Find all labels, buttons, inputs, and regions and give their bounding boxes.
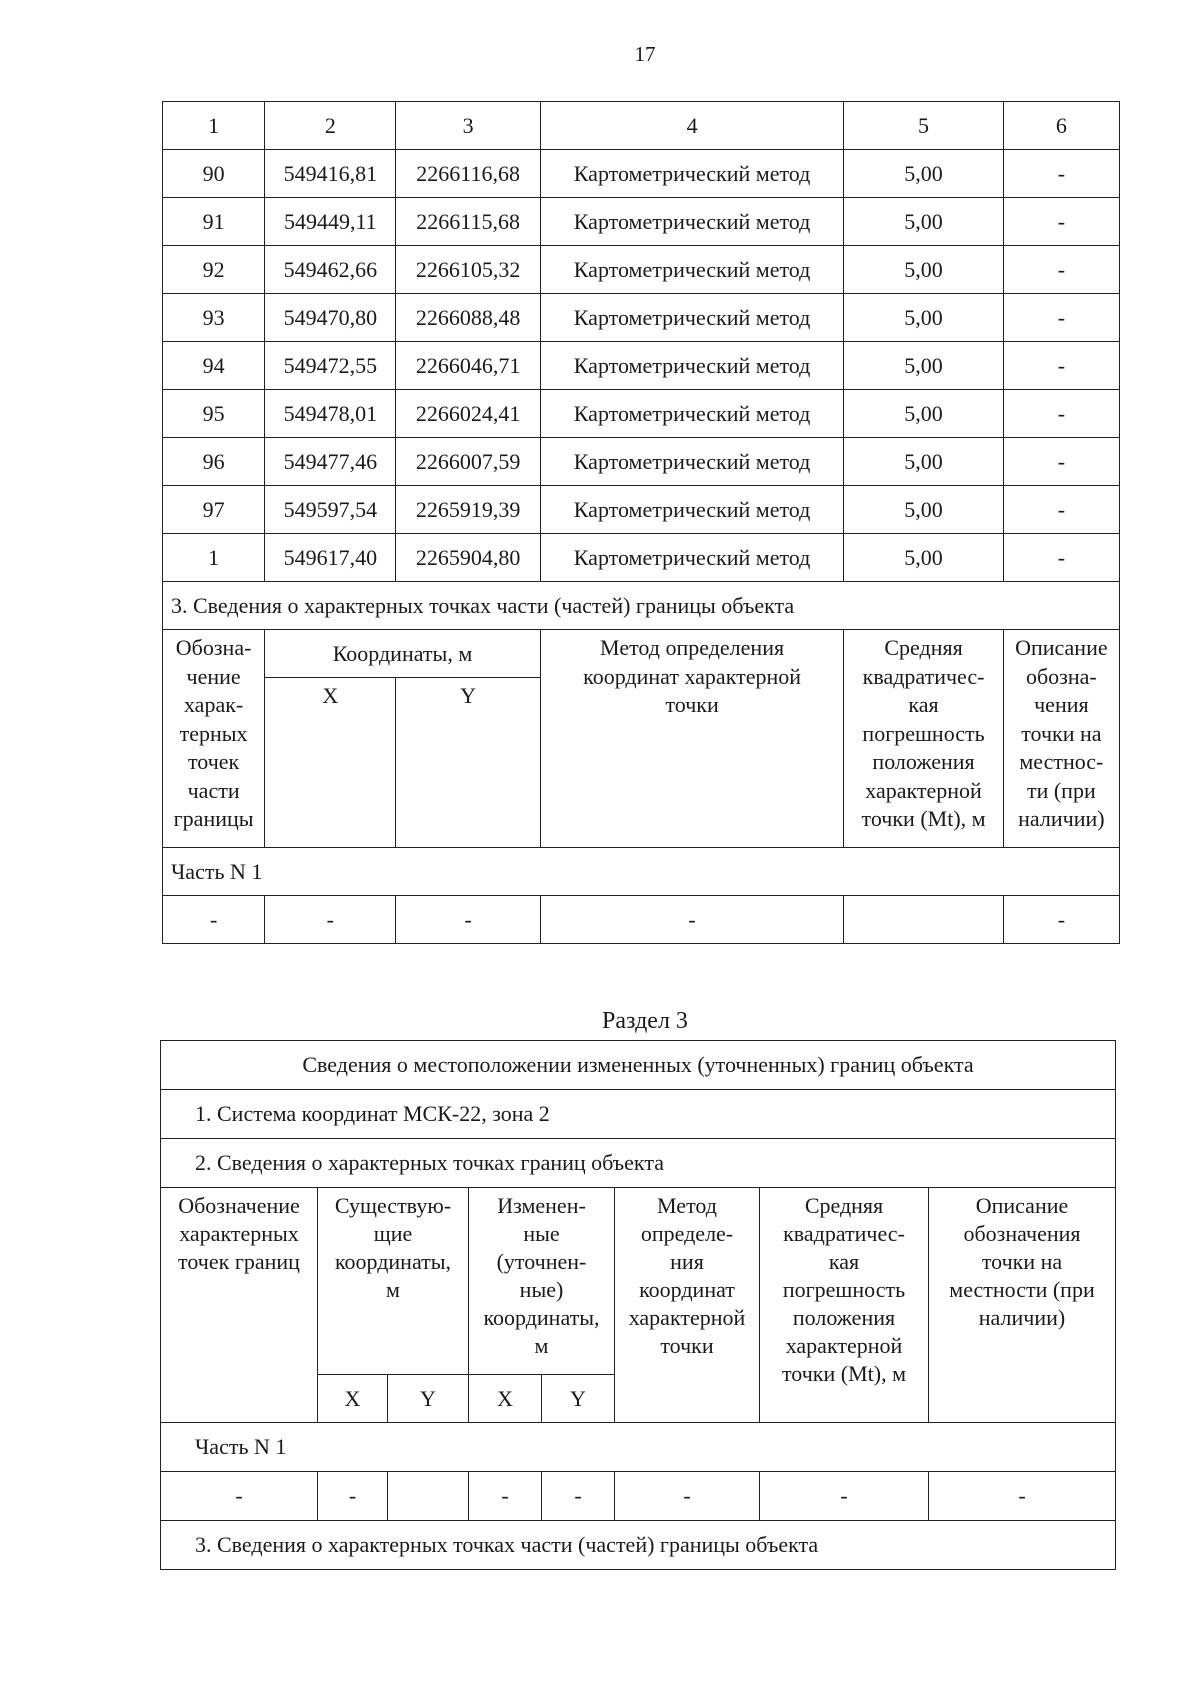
empty-cell: - bbox=[540, 896, 844, 944]
cell-accuracy: 5,00 bbox=[844, 198, 1003, 246]
header-method: Метод определе- ния координат характерной точки bbox=[615, 1188, 760, 1423]
header-description: Описание обозначения точки на местности (при наличии) bbox=[929, 1188, 1116, 1423]
cell-x: 549597,54 bbox=[265, 486, 396, 534]
header-y: Y bbox=[396, 678, 540, 848]
header-description: Описание обозна- чения точки на местнос- ти (при наличии) bbox=[1003, 630, 1119, 848]
empty-row bbox=[161, 1472, 1116, 1521]
boundary-points-table bbox=[162, 101, 1120, 944]
cell-x: 549478,01 bbox=[265, 390, 396, 438]
coordinate-system: 1. Система координат МСК-22, зона 2 bbox=[161, 1090, 1116, 1139]
table-title: Сведения о местоположении измененных (уточненных) границ объекта bbox=[161, 1041, 1116, 1090]
table-row bbox=[163, 438, 1120, 486]
empty-cell: - bbox=[1003, 896, 1119, 944]
subsection-title-row bbox=[163, 582, 1120, 630]
cell-accuracy: 5,00 bbox=[844, 342, 1003, 390]
cell-x: 549477,46 bbox=[265, 438, 396, 486]
cell-method: Картометрический метод bbox=[540, 438, 844, 486]
empty-cell: - bbox=[929, 1472, 1116, 1521]
cell-description: - bbox=[1003, 342, 1119, 390]
column-number-row bbox=[163, 102, 1120, 150]
table-row bbox=[163, 150, 1120, 198]
empty-cell: - bbox=[318, 1472, 388, 1521]
part-label: Часть N 1 bbox=[161, 1423, 1116, 1472]
empty-cell bbox=[844, 896, 1003, 944]
points-title-row bbox=[161, 1139, 1116, 1188]
cell-description: - bbox=[1003, 246, 1119, 294]
cell-x: 549462,66 bbox=[265, 246, 396, 294]
part-label: Часть N 1 bbox=[163, 848, 1120, 896]
part-row bbox=[161, 1423, 1116, 1472]
cell-point: 1 bbox=[163, 534, 265, 582]
column-number: 3 bbox=[396, 102, 540, 150]
cell-x: 549617,40 bbox=[265, 534, 396, 582]
cell-y: 2266046,71 bbox=[396, 342, 540, 390]
cell-accuracy: 5,00 bbox=[844, 486, 1003, 534]
subsection-title: 3. Сведения о характерных точках части (частей) границы объекта bbox=[163, 582, 1120, 630]
empty-cell: - bbox=[542, 1472, 615, 1521]
column-number: 6 bbox=[1003, 102, 1119, 150]
empty-row bbox=[163, 896, 1120, 944]
header-accuracy: Средняя квадратичес- кая погрешность положения характерной точки (Mt), м bbox=[844, 630, 1003, 848]
cell-point: 93 bbox=[163, 294, 265, 342]
header-changed: Изменен- ные (уточнен- ные) координаты, м bbox=[469, 1188, 615, 1375]
cell-description: - bbox=[1003, 198, 1119, 246]
cell-description: - bbox=[1003, 534, 1119, 582]
cell-description: - bbox=[1003, 438, 1119, 486]
header-existing-y: Y bbox=[388, 1375, 469, 1423]
parts-title: 3. Сведения о характерных точках части (частей) границы объекта bbox=[161, 1521, 1116, 1570]
empty-cell: - bbox=[469, 1472, 542, 1521]
cell-method: Картометрический метод bbox=[540, 390, 844, 438]
cell-y: 2266007,59 bbox=[396, 438, 540, 486]
table-row bbox=[163, 486, 1120, 534]
empty-cell: - bbox=[265, 896, 396, 944]
table-row bbox=[163, 198, 1120, 246]
cell-method: Картометрический метод bbox=[540, 294, 844, 342]
header-changed-y: Y bbox=[542, 1375, 615, 1423]
cell-x: 549449,11 bbox=[265, 198, 396, 246]
cell-method: Картометрический метод bbox=[540, 486, 844, 534]
changed-boundaries-table bbox=[160, 1040, 1116, 1570]
cell-point: 95 bbox=[163, 390, 265, 438]
empty-cell bbox=[388, 1472, 469, 1521]
header-accuracy: Средняя квадратичес- кая погрешность положения характерной точки (Mt), м bbox=[760, 1188, 929, 1423]
header-designation: Обозначение характерных точек границ bbox=[161, 1188, 318, 1423]
header-changed-x: X bbox=[469, 1375, 542, 1423]
cell-description: - bbox=[1003, 150, 1119, 198]
empty-cell: - bbox=[161, 1472, 318, 1521]
column-number: 4 bbox=[540, 102, 844, 150]
cell-y: 2266116,68 bbox=[396, 150, 540, 198]
cell-point: 94 bbox=[163, 342, 265, 390]
column-number: 5 bbox=[844, 102, 1003, 150]
cell-description: - bbox=[1003, 390, 1119, 438]
cell-accuracy: 5,00 bbox=[844, 390, 1003, 438]
header-row bbox=[161, 1188, 1116, 1375]
header-designation: Обозна- чение харак- терных точек части границы bbox=[163, 630, 265, 848]
table-row bbox=[163, 390, 1120, 438]
coordinate-system-row bbox=[161, 1090, 1116, 1139]
cell-y: 2266115,68 bbox=[396, 198, 540, 246]
cell-accuracy: 5,00 bbox=[844, 246, 1003, 294]
cell-point: 96 bbox=[163, 438, 265, 486]
header-existing: Существую- щие координаты, м bbox=[318, 1188, 469, 1375]
cell-description: - bbox=[1003, 294, 1119, 342]
header-row bbox=[163, 630, 1120, 678]
table-row bbox=[163, 534, 1120, 582]
table-row bbox=[163, 246, 1120, 294]
empty-cell: - bbox=[760, 1472, 929, 1521]
cell-y: 2266088,48 bbox=[396, 294, 540, 342]
cell-point: 97 bbox=[163, 486, 265, 534]
cell-x: 549470,80 bbox=[265, 294, 396, 342]
cell-x: 549472,55 bbox=[265, 342, 396, 390]
cell-point: 92 bbox=[163, 246, 265, 294]
cell-accuracy: 5,00 bbox=[844, 534, 1003, 582]
cell-method: Картометрический метод bbox=[540, 246, 844, 294]
header-existing-x: X bbox=[318, 1375, 388, 1423]
column-number: 1 bbox=[163, 102, 265, 150]
table-title-row bbox=[161, 1041, 1116, 1090]
cell-y: 2265904,80 bbox=[396, 534, 540, 582]
cell-method: Картометрический метод bbox=[540, 198, 844, 246]
cell-x: 549416,81 bbox=[265, 150, 396, 198]
cell-y: 2266024,41 bbox=[396, 390, 540, 438]
points-title: 2. Сведения о характерных точках границ объекта bbox=[161, 1139, 1116, 1188]
table-row bbox=[163, 294, 1120, 342]
cell-y: 2266105,32 bbox=[396, 246, 540, 294]
parts-title-row bbox=[161, 1521, 1116, 1570]
cell-accuracy: 5,00 bbox=[844, 294, 1003, 342]
empty-cell: - bbox=[163, 896, 265, 944]
cell-point: 90 bbox=[163, 150, 265, 198]
empty-cell: - bbox=[615, 1472, 760, 1521]
header-coordinates: Координаты, м bbox=[265, 630, 541, 678]
cell-method: Картометрический метод bbox=[540, 150, 844, 198]
cell-description: - bbox=[1003, 486, 1119, 534]
part-row bbox=[163, 848, 1120, 896]
column-number: 2 bbox=[265, 102, 396, 150]
cell-method: Картометрический метод bbox=[540, 342, 844, 390]
header-x: X bbox=[265, 678, 396, 848]
header-method: Метод определения координат характерной точки bbox=[540, 630, 844, 848]
cell-accuracy: 5,00 bbox=[844, 438, 1003, 486]
table-row bbox=[163, 342, 1120, 390]
page-number: 17 bbox=[634, 42, 656, 66]
cell-y: 2265919,39 bbox=[396, 486, 540, 534]
cell-accuracy: 5,00 bbox=[844, 150, 1003, 198]
cell-method: Картометрический метод bbox=[540, 534, 844, 582]
empty-cell: - bbox=[396, 896, 540, 944]
section-title: Раздел 3 bbox=[602, 1008, 688, 1034]
cell-point: 91 bbox=[163, 198, 265, 246]
